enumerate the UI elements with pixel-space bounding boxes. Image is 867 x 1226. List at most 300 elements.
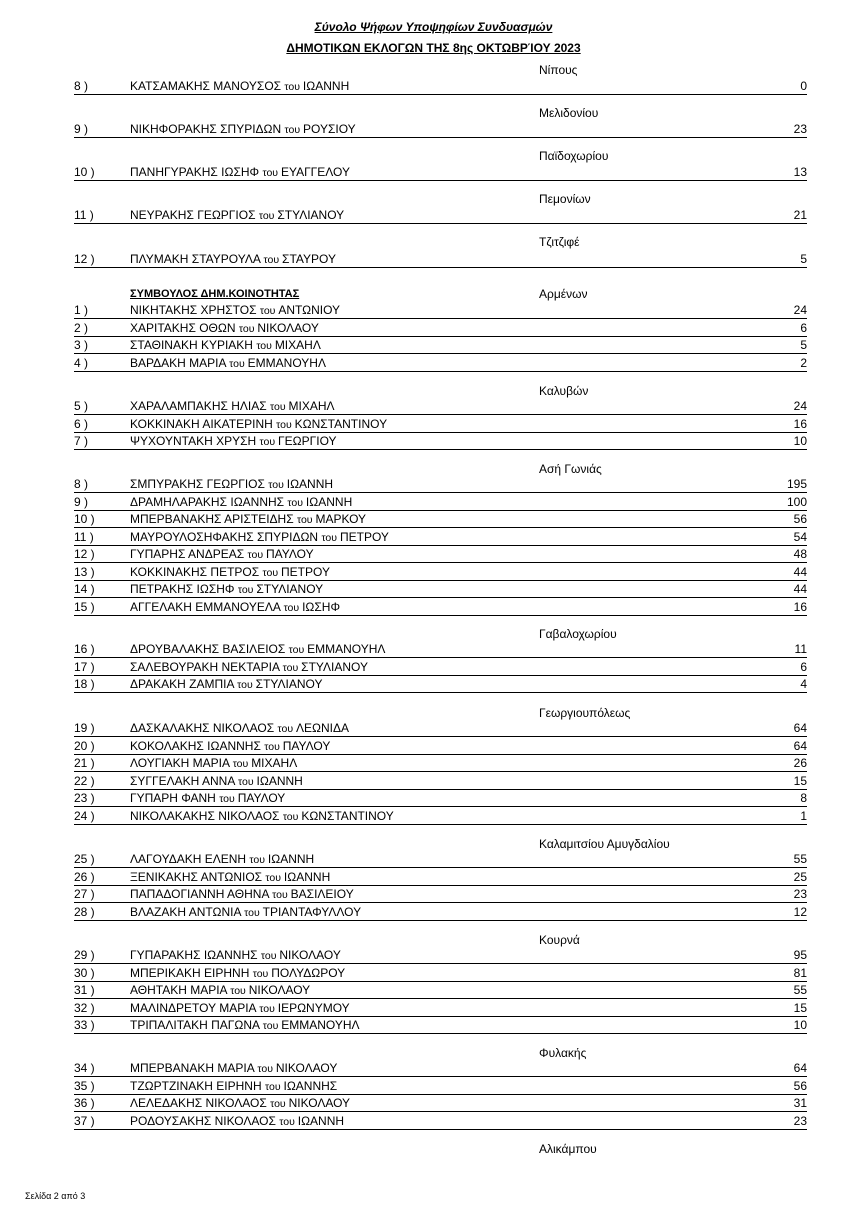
candidate-surname-given: ΡΟΔΟΥΣΑΚΗΣ ΝΙΚΟΛΑΟΣ [130, 1113, 280, 1128]
document-title: Σύνολο Ψήφων Υποψηφίων Συνδυασμών [314, 20, 553, 34]
location-label: Νίπους [539, 63, 578, 77]
candidate-surname-given: ΓΥΠΑΡΗΣ ΑΝΔΡΕΑΣ [130, 547, 248, 561]
father-name: ΤΡΙΑΝΤΑΦΥΛΛΟΥ [262, 904, 362, 919]
father-name: ΙΩΑΝΝΗ [286, 477, 334, 491]
candidate-number: 14 ) [74, 582, 95, 596]
result-row [74, 789, 807, 807]
result-row [74, 250, 807, 268]
vote-count: 15 [793, 773, 807, 788]
candidate-name [130, 477, 333, 491]
candidate-number: 8 ) [74, 477, 89, 491]
candidate-name [130, 948, 341, 962]
father-prefix: του [284, 124, 304, 136]
location-label: Πεμονίων [539, 192, 591, 206]
result-row [74, 1112, 807, 1130]
father-name: ΝΙΚΟΛΑΟΥ [257, 320, 319, 335]
vote-count: 23 [793, 887, 807, 901]
father-prefix: του [260, 950, 280, 962]
father-prefix: του [237, 584, 257, 596]
father-prefix: του [296, 514, 316, 526]
vote-count: 55 [793, 983, 807, 997]
location-label: Τζιτζιφέ [539, 235, 580, 249]
father-prefix: του [259, 436, 279, 448]
candidate-name [130, 1114, 344, 1128]
result-row [74, 493, 807, 511]
father-prefix: του [277, 723, 296, 735]
father-prefix: του [259, 305, 279, 317]
result-row [74, 301, 807, 319]
father-prefix: του [265, 871, 284, 884]
candidate-number: 11 ) [74, 529, 94, 544]
result-row [74, 528, 807, 546]
result-row [74, 981, 807, 999]
candidate-name [130, 417, 387, 431]
vote-count: 4 [800, 677, 807, 691]
candidate-number: 13 ) [74, 564, 95, 579]
result-row [74, 1077, 807, 1095]
father-name: ΑΝΤΩΝΙΟΥ [278, 303, 341, 317]
father-name: ΕΜΜΑΝΟΥΗΛ [247, 355, 326, 370]
location-label: Παϊδοχωρίου [539, 149, 609, 163]
candidate-surname-given: ΜΠΕΡΙΚΑΚΗ ΕΙΡΗΝΗ [130, 965, 253, 980]
father-name: ΠΕΤΡΟΥ [339, 529, 389, 544]
location-label: Κουρνά [539, 933, 580, 947]
vote-count: 31 [793, 1096, 807, 1110]
candidate-surname-given: ΝΙΚΗΤΑΚΗΣ ΧΡΗΣΤΟΣ [130, 303, 260, 317]
vote-count: 13 [793, 165, 807, 179]
vote-count: 100 [786, 494, 807, 509]
location-label: Μελιδονίου [539, 106, 599, 120]
result-row [74, 354, 807, 372]
candidate-surname-given: ΚΟΚΟΛΑΚΗΣ ΙΩΑΝΝΗΣ [130, 738, 265, 753]
candidate-name [130, 870, 330, 884]
candidate-name [130, 512, 366, 526]
result-row [74, 640, 807, 658]
vote-count: 12 [793, 904, 807, 919]
candidate-name [130, 774, 303, 788]
result-row [74, 903, 807, 921]
candidate-number: 9 ) [74, 494, 89, 509]
father-prefix: του [287, 496, 306, 509]
candidate-name [130, 1096, 350, 1110]
candidate-name [130, 547, 314, 561]
result-row [74, 415, 807, 433]
candidate-number: 16 ) [74, 642, 95, 656]
candidate-surname-given: ΨΥΧΟΥΝΤΑΚΗ ΧΡΥΣΗ [130, 434, 260, 448]
candidate-number: 25 ) [74, 852, 95, 866]
candidate-name [130, 252, 336, 266]
father-prefix: του [282, 661, 302, 674]
father-prefix: του [282, 810, 302, 823]
candidate-surname-given: ΔΡΑΜΗΛΑΡΑΚΗΣ ΙΩΑΝΝΗΣ [130, 494, 288, 509]
candidate-number: 8 ) [74, 79, 89, 93]
father-name: ΚΩΝΣΤΑΝΤΙΝΟΥ [294, 416, 388, 431]
father-name: ΙΩΑΝΝΗ [305, 494, 353, 509]
candidate-name [130, 565, 330, 579]
candidate-number: 37 ) [74, 1113, 95, 1128]
father-prefix: του [252, 967, 272, 980]
council-heading: ΣΥΜΒΟΥΛΟΣ ΔΗΜ.ΚΟΙΝΟΤΗΤΑΣ [130, 288, 300, 300]
vote-count: 23 [793, 122, 807, 136]
candidate-number: 28 ) [74, 904, 95, 919]
vote-count: 25 [793, 869, 807, 884]
vote-count: 55 [793, 852, 807, 866]
location-label: Φυλακής [539, 1046, 587, 1060]
candidate-surname-given: ΑΓΓΕΛΑΚΗ ΕΜΜΑΝΟΥΕΛΑ [130, 599, 284, 614]
candidate-name [130, 338, 321, 352]
result-row [74, 77, 807, 95]
candidate-surname-given: ΚΟΚΚΙΝΑΚΗ ΑΙΚΑΤΕΡΙΝΗ [130, 416, 277, 431]
location-label: Καλαμιτσίου Αμυγδαλίου [539, 837, 670, 851]
vote-count: 21 [793, 208, 807, 222]
result-row [74, 206, 807, 224]
father-name: ΜΙΧΑΗΛ [288, 399, 335, 413]
result-row [74, 163, 807, 181]
candidate-number: 24 ) [74, 808, 95, 823]
location-label: Καλυβών [539, 384, 589, 398]
father-name: ΣΤΥΛΙΑΝΟΥ [256, 582, 324, 596]
father-name: ΒΑΣΙΛΕΙΟΥ [290, 887, 354, 901]
result-row [74, 772, 807, 790]
father-prefix: του [283, 601, 303, 614]
father-prefix: του [247, 549, 266, 561]
vote-count: 5 [800, 252, 807, 266]
candidate-surname-given: ΣΥΓΓΕΛΑΚΗ ΑΝΝΑ [130, 773, 239, 788]
father-prefix: του [230, 985, 249, 997]
father-name: ΝΙΚΟΛΑΟΥ [248, 983, 311, 997]
result-row [74, 1016, 807, 1034]
candidate-number: 32 ) [74, 1000, 95, 1015]
candidate-surname-given: ΓΥΠΑΡΗ ΦΑΝΗ [130, 791, 220, 805]
vote-count: 0 [800, 79, 807, 93]
vote-count: 10 [793, 1018, 807, 1032]
candidate-surname-given: ΚΑΤΣΑΜΑΚΗΣ ΜΑΝΟΥΣΟΣ [130, 79, 285, 93]
father-name: ΠΑΥΛΟΥ [237, 791, 286, 805]
candidate-name [130, 887, 354, 901]
father-name: ΕΜΜΑΝΟΥΗΛ [281, 1018, 360, 1032]
vote-count: 64 [793, 721, 807, 735]
candidate-number: 12 ) [74, 252, 95, 266]
vote-count: 195 [786, 477, 807, 491]
father-prefix: του [258, 210, 278, 222]
candidate-surname-given: ΠΑΠΑΔΟΓΙΑΝΝΗ ΑΘΗΝΑ [130, 887, 273, 901]
result-row [74, 336, 807, 354]
father-prefix: του [244, 906, 263, 919]
result-row [74, 120, 807, 138]
candidate-surname-given: ΔΑΣΚΑΛΑΚΗΣ ΝΙΚΟΛΑΟΣ [130, 721, 278, 735]
candidate-number: 20 ) [74, 738, 95, 753]
candidate-surname-given: ΔΡΑΚΑΚΗ ΖΑΜΠΙΑ [130, 677, 238, 691]
father-prefix: του [272, 889, 291, 901]
father-name: ΠΑΥΛΟΥ [266, 547, 314, 561]
candidate-number: 10 ) [74, 512, 95, 526]
result-row [74, 563, 807, 581]
father-name: ΣΤΥΛΙΑΝΟΥ [255, 677, 323, 691]
result-row [74, 1059, 807, 1077]
page-footer: Σελίδα 2 από 3 [25, 1191, 86, 1201]
father-prefix: του [238, 775, 257, 788]
candidate-number: 3 ) [74, 338, 89, 352]
father-name: ΙΩΑΝΝΗΣ [283, 1078, 338, 1093]
candidate-name [130, 79, 349, 93]
candidate-name [130, 303, 340, 317]
father-prefix: του [249, 854, 268, 866]
candidate-number: 5 ) [74, 399, 89, 413]
candidate-number: 7 ) [74, 434, 89, 448]
vote-count: 2 [800, 355, 807, 370]
vote-count: 48 [793, 547, 807, 561]
result-row [74, 946, 807, 964]
candidate-surname-given: ΒΛΑΖΑΚΗ ΑΝΤΩΝΙΑ [130, 904, 245, 919]
candidate-name [130, 530, 389, 544]
candidate-surname-given: ΧΑΡΑΛΑΜΠΑΚΗΣ ΗΛΙΑΣ [130, 399, 271, 413]
father-name: ΝΙΚΟΛΑΟΥ [288, 1096, 351, 1110]
candidate-surname-given: ΒΑΡΔΑΚΗ ΜΑΡΙΑ [130, 355, 230, 370]
father-name: ΡΟΥΣΙΟΥ [303, 122, 356, 136]
candidate-surname-given: ΔΡΟΥΒΑΛΑΚΗΣ ΒΑΣΙΛΕΙΟΣ [130, 642, 289, 656]
father-prefix: του [238, 322, 258, 335]
candidate-number: 10 ) [74, 165, 95, 179]
candidate-name [130, 356, 326, 370]
candidate-name [130, 966, 345, 980]
result-row [74, 397, 807, 415]
father-prefix: του [288, 644, 308, 656]
father-prefix: του [284, 81, 303, 93]
father-prefix: του [279, 1115, 298, 1128]
candidate-number: 36 ) [74, 1096, 95, 1110]
result-row [74, 675, 807, 693]
candidate-number: 29 ) [74, 948, 95, 962]
candidate-name [130, 122, 356, 136]
candidate-number: 1 ) [74, 303, 89, 317]
vote-count: 54 [793, 529, 807, 544]
document-subtitle: ΔΗΜΟΤΙΚΩΝ ΕΚΛΟΓΩΝ ΤΗΣ 8ης ΟΚΤΩΒΡΊΟΥ 2023 [286, 41, 581, 55]
candidate-name [130, 1079, 337, 1093]
candidate-number: 30 ) [74, 965, 95, 980]
father-name: ΙΕΡΩΝΥΜΟΥ [277, 1000, 350, 1015]
candidate-surname-given: ΣΜΠΥΡΑΚΗΣ ΓΕΩΡΓΙΟΣ [130, 477, 269, 491]
vote-count: 6 [800, 320, 807, 335]
result-row [74, 807, 807, 825]
father-prefix: του [270, 1098, 289, 1110]
candidate-name [130, 642, 385, 656]
vote-count: 16 [793, 599, 807, 614]
candidate-name [130, 739, 330, 753]
father-prefix: του [229, 357, 248, 370]
location-label: Ασή Γωνιάς [539, 462, 602, 476]
candidate-number: 23 ) [74, 791, 95, 805]
candidate-surname-given: ΑΘΗΤΑΚΗ ΜΑΡΙΑ [130, 983, 231, 997]
candidate-number: 18 ) [74, 677, 95, 691]
candidate-number: 2 ) [74, 320, 89, 335]
candidate-number: 35 ) [74, 1078, 95, 1093]
vote-count: 1 [800, 808, 807, 823]
candidate-surname-given: ΣΑΛΕΒΟΥΡΑΚΗ ΝΕΚΤΑΡΙΑ [130, 659, 283, 674]
candidate-surname-given: ΛΕΛΕΔΑΚΗΣ ΝΙΚΟΛΑΟΣ [130, 1096, 271, 1110]
candidate-number: 15 ) [74, 599, 95, 614]
candidate-name [130, 983, 310, 997]
candidate-number: 6 ) [74, 416, 89, 431]
father-prefix: του [256, 340, 275, 352]
vote-count: 64 [793, 1061, 807, 1075]
candidate-number: 22 ) [74, 773, 95, 788]
candidate-name [130, 721, 349, 735]
candidate-number: 19 ) [74, 721, 95, 735]
father-name: ΠΕΤΡΟΥ [281, 564, 330, 579]
candidate-surname-given: ΤΡΙΠΑΛΙΤΑΚΗ ΠΑΓΩΝΑ [130, 1018, 263, 1032]
father-name: ΕΥΑΓΓΕΛΟΥ [280, 165, 351, 179]
vote-count: 24 [793, 303, 807, 317]
location-label: Γεωργιουπόλεως [539, 706, 631, 720]
candidate-name [130, 434, 337, 448]
result-row [74, 850, 807, 868]
result-row [74, 598, 807, 616]
father-name: ΙΩΣΗΦ [302, 599, 341, 614]
candidate-surname-given: ΝΙΚΗΦΟΡΑΚΗΣ ΣΠΥΡΙΔΩΝ [130, 122, 285, 136]
father-prefix: του [219, 793, 238, 805]
vote-count: 44 [793, 564, 807, 579]
candidate-name [130, 1061, 337, 1075]
father-prefix: του [264, 1080, 284, 1093]
father-prefix: του [262, 1020, 282, 1032]
candidate-surname-given: ΣΤΑΘΙΝΑΚΗ ΚΥΡΙΑΚΗ [130, 338, 257, 352]
father-prefix: του [276, 418, 295, 431]
candidate-surname-given: ΚΟΚΚΙΝΑΚΗΣ ΠΕΤΡΟΣ [130, 564, 263, 579]
father-prefix: του [232, 758, 252, 770]
candidate-name [130, 756, 297, 770]
vote-count: 64 [793, 738, 807, 753]
candidate-surname-given: ΛΑΓΟΥΔΑΚΗ ΕΛΕΝΗ [130, 852, 250, 866]
vote-count: 11 [794, 642, 807, 656]
candidate-number: 21 ) [74, 756, 95, 770]
location-label: Αρμένων [539, 287, 588, 301]
location-label: Γαβαλοχωρίου [539, 627, 617, 641]
father-prefix: του [262, 167, 281, 179]
candidate-number: 33 ) [74, 1018, 95, 1032]
candidate-surname-given: ΠΛΥΜΑΚΗ ΣΤΑΥΡΟΥΛΑ [130, 252, 264, 266]
father-prefix: του [264, 740, 283, 753]
father-name: ΙΩΑΝΝΗ [302, 79, 350, 93]
father-name: ΙΩΑΝΝΗ [297, 1113, 345, 1128]
father-name: ΙΩΑΝΝΗ [283, 869, 331, 884]
father-name: ΠΑΥΛΟΥ [282, 738, 331, 753]
result-row [74, 475, 807, 493]
candidate-surname-given: ΜΠΕΡΒΑΝΑΚΗ ΜΑΡΙΑ [130, 1061, 258, 1075]
candidate-surname-given: ΧΑΡΙΤΑΚΗΣ ΟΘΩΝ [130, 320, 239, 335]
candidate-name [130, 809, 394, 823]
result-row [74, 658, 807, 676]
father-name: ΜΙΧΑΗΛ [274, 338, 321, 352]
candidate-number: 26 ) [74, 869, 95, 884]
father-name: ΣΤΑΥΡΟΥ [282, 252, 336, 266]
vote-count: 56 [793, 512, 807, 526]
father-name: ΝΙΚΟΛΑΟΥ [275, 1061, 338, 1075]
father-name: ΙΩΑΝΝΗ [256, 773, 303, 788]
vote-count: 44 [793, 582, 807, 596]
location-label: Αλικάμπου [539, 1142, 597, 1156]
vote-count: 24 [793, 399, 807, 413]
candidate-surname-given: ΜΠΕΡΒΑΝΑΚΗΣ ΑΡΙΣΤΕΙΔΗΣ [130, 512, 297, 526]
father-prefix: του [263, 254, 283, 266]
result-row [74, 319, 807, 337]
result-row [74, 545, 807, 563]
result-row [74, 964, 807, 982]
father-name: ΣΤΥΛΙΑΝΟΥ [277, 208, 345, 222]
candidate-name [130, 582, 323, 596]
vote-count: 81 [793, 965, 807, 980]
result-row [74, 719, 807, 737]
result-row [74, 885, 807, 903]
candidate-number: 9 ) [74, 122, 89, 136]
candidate-name [130, 399, 335, 413]
vote-count: 10 [793, 434, 807, 448]
candidate-name [130, 791, 285, 805]
candidate-surname-given: ΓΥΠΑΡΑΚΗΣ ΙΩΑΝΝΗΣ [130, 948, 261, 962]
father-name: ΠΟΛΥΔΩΡΟΥ [271, 965, 346, 980]
candidate-surname-given: ΞΕΝΙΚΑΚΗΣ ΑΝΤΩΝΙΟΣ [130, 869, 266, 884]
candidate-surname-given: ΛΟΥΓΙΑΚΗ ΜΑΡΙΑ [130, 756, 233, 770]
father-name: ΣΤΥΛΙΑΝΟΥ [301, 659, 368, 674]
candidate-surname-given: ΜΑΥΡΟΥΛΟΣΗΦΑΚΗΣ ΣΠΥΡΙΔΩΝ [130, 529, 322, 544]
father-name: ΝΙΚΟΛΑΟΥ [279, 948, 341, 962]
candidate-number: 34 ) [74, 1061, 95, 1075]
result-row [74, 1094, 807, 1112]
father-name: ΚΩΝΣΤΑΝΤΙΝΟΥ [301, 808, 394, 823]
candidate-name [130, 495, 352, 509]
candidate-number: 31 ) [74, 983, 95, 997]
vote-count: 5 [800, 338, 807, 352]
candidate-surname-given: ΜΑΛΙΝΔΡΕΤΟΥ ΜΑΡΙΑ [130, 1000, 260, 1015]
vote-count: 15 [793, 1000, 807, 1015]
result-row [74, 432, 807, 450]
vote-count: 23 [793, 1113, 807, 1128]
candidate-name [130, 1018, 360, 1032]
result-row [74, 737, 807, 755]
father-prefix: του [259, 1002, 278, 1015]
result-row [74, 868, 807, 886]
candidate-name [130, 660, 368, 674]
candidate-name [130, 1001, 350, 1015]
candidate-surname-given: ΤΖΩΡΤΖΙΝΑΚΗ ΕΙΡΗΝΗ [130, 1078, 265, 1093]
father-prefix: του [237, 679, 256, 691]
candidate-surname-given: ΠΕΤΡΑΚΗΣ ΙΩΣΗΦ [130, 582, 238, 596]
candidate-name [130, 905, 361, 919]
result-row [74, 999, 807, 1017]
father-name: ΜΙΧΑΗΛ [251, 756, 298, 770]
vote-count: 56 [793, 1078, 807, 1093]
candidate-number: 4 ) [74, 355, 89, 370]
father-name: ΛΕΩΝΙΔΑ [296, 721, 350, 735]
vote-count: 26 [793, 756, 807, 770]
candidate-name [130, 852, 314, 866]
vote-count: 95 [793, 948, 807, 962]
father-prefix: του [270, 401, 289, 413]
candidate-number: 11 ) [74, 208, 94, 222]
father-prefix: του [257, 1063, 276, 1075]
candidate-name [130, 208, 344, 222]
father-prefix: του [321, 531, 340, 544]
candidate-number: 12 ) [74, 547, 95, 561]
vote-count: 16 [793, 416, 807, 431]
father-name: ΙΩΑΝΝΗ [267, 852, 315, 866]
result-row [74, 510, 807, 528]
father-name: ΓΕΩΡΓΙΟΥ [278, 434, 337, 448]
father-name: ΕΜΜΑΝΟΥΗΛ [307, 642, 386, 656]
vote-count: 6 [800, 659, 807, 674]
father-prefix: του [268, 479, 287, 491]
father-prefix: του [262, 566, 281, 579]
candidate-name [130, 321, 319, 335]
